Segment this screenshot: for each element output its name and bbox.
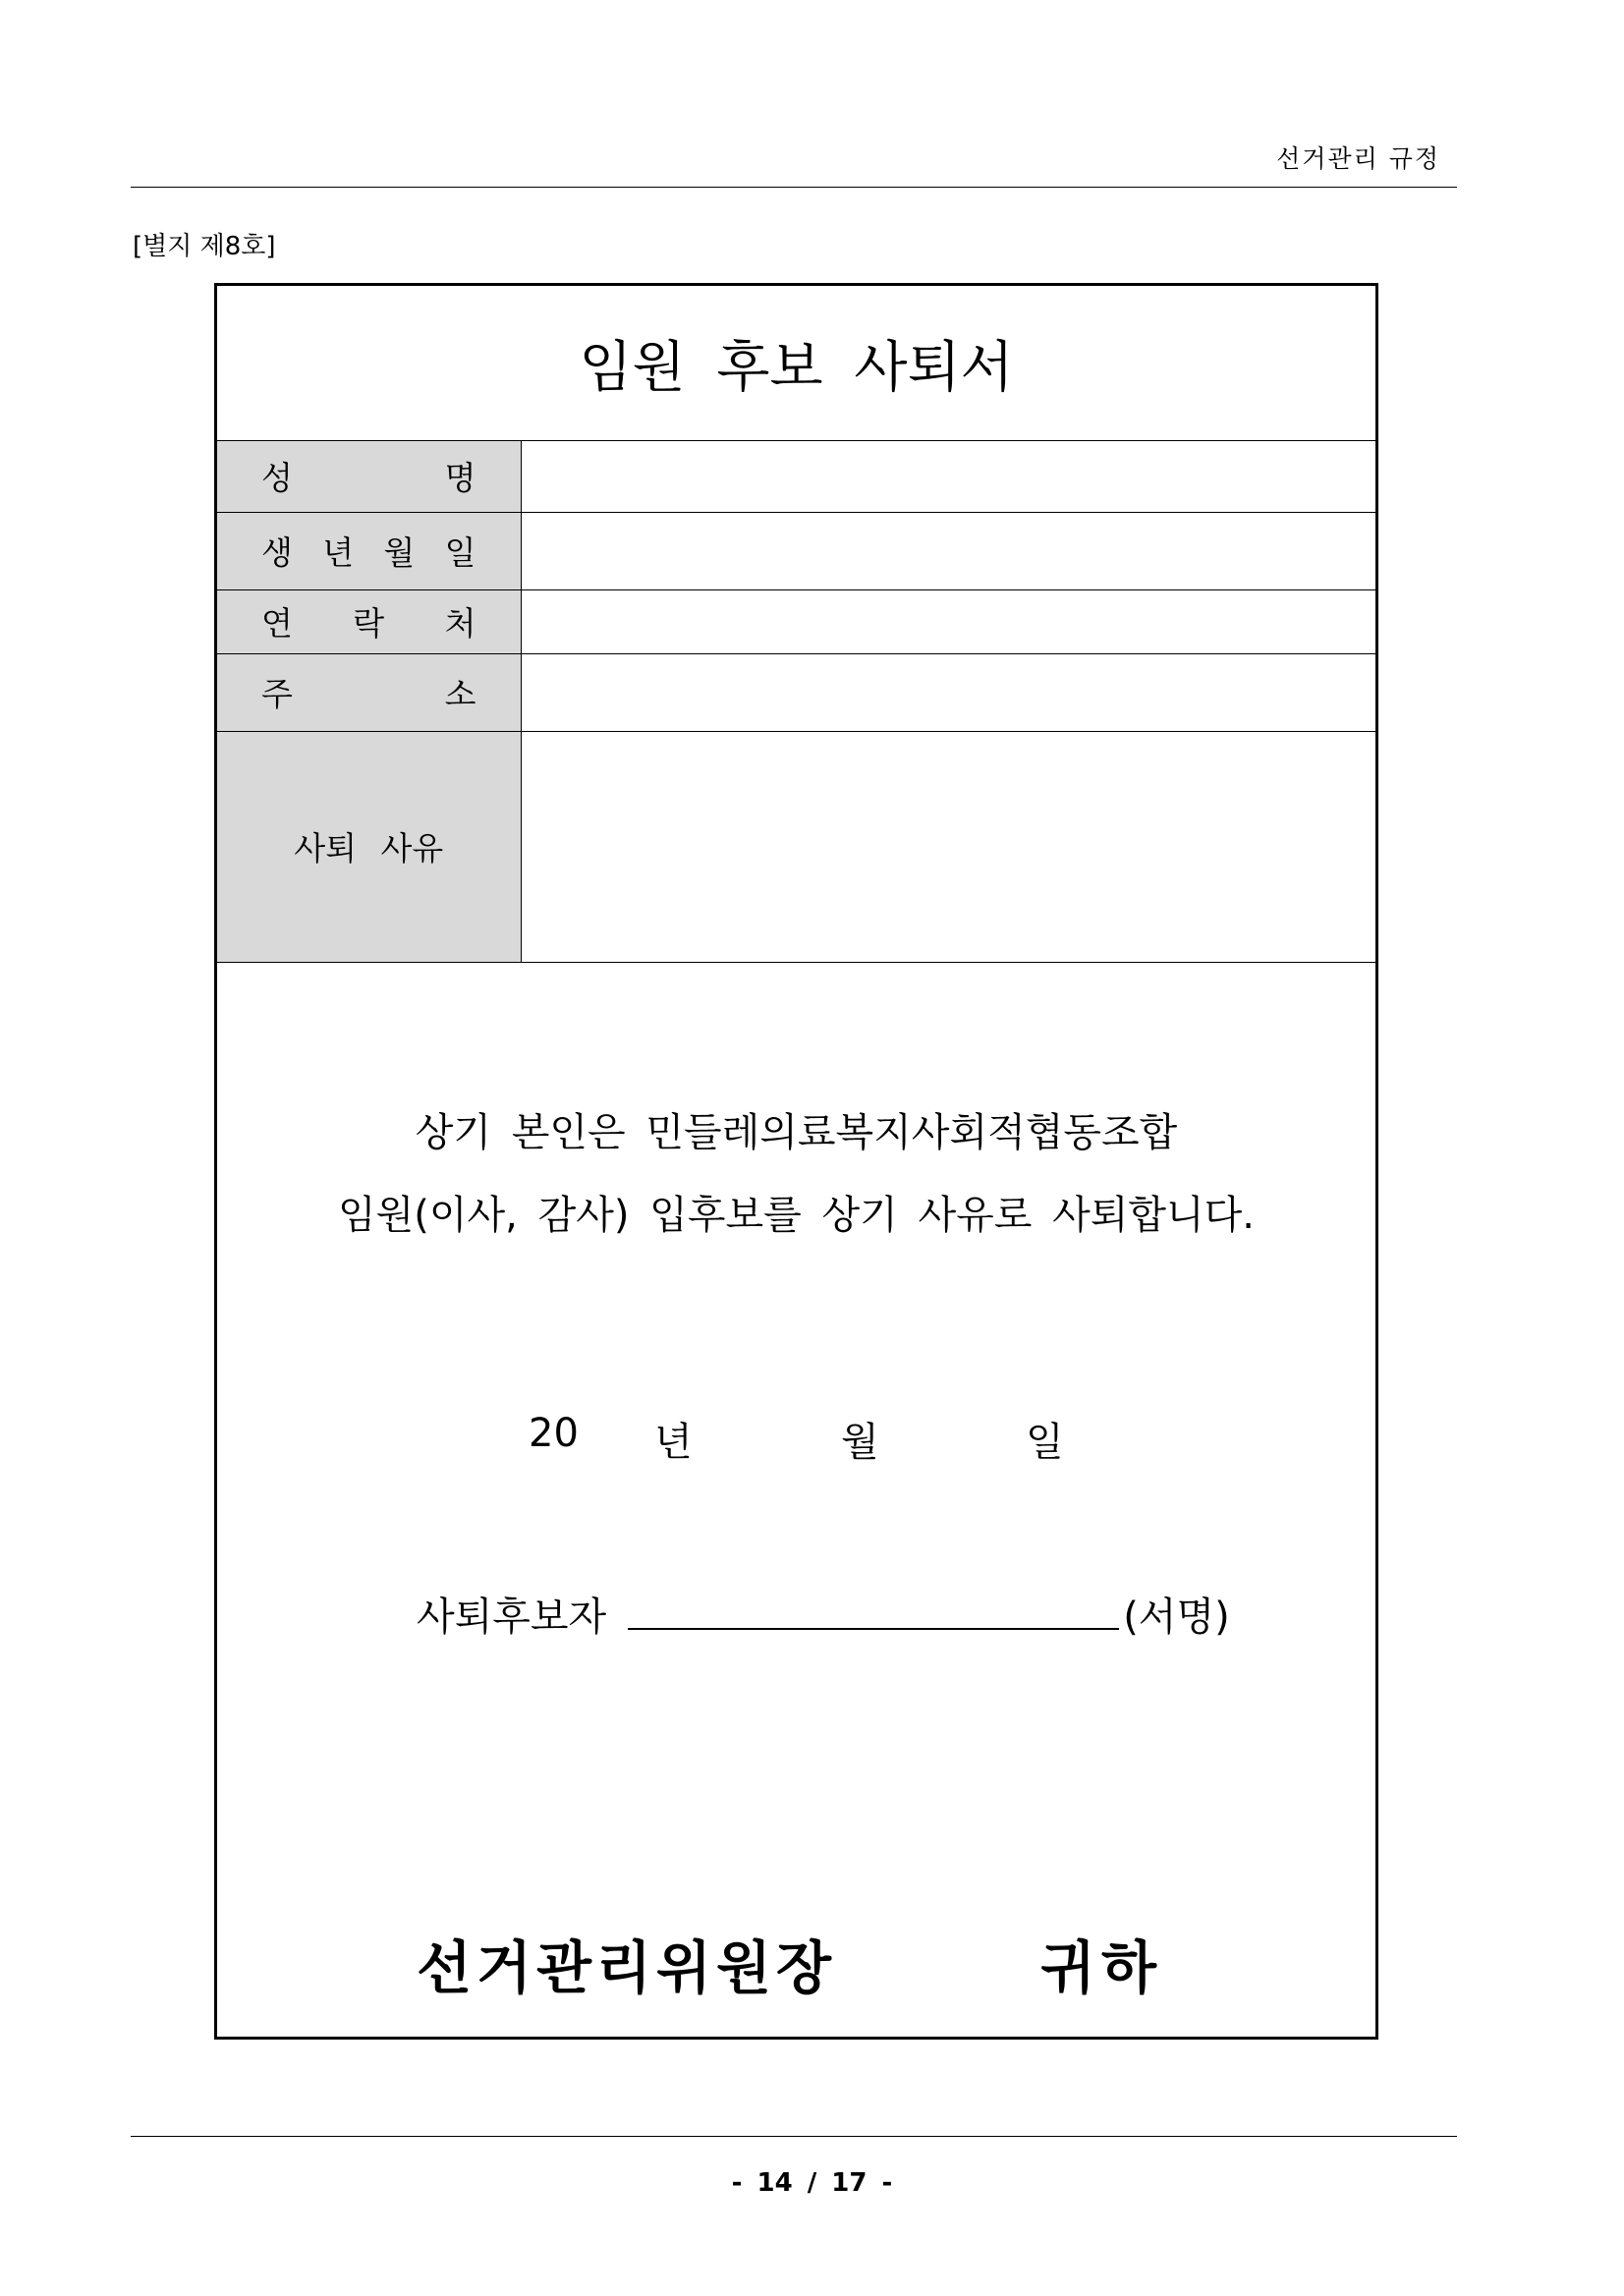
addressee-char: 거 [476,1934,532,2001]
table-row [217,653,1375,731]
month-unit: 월 [841,1420,879,1465]
table-row [217,589,1375,653]
honorific-char: 하 [1101,1934,1157,2001]
day-unit: 일 [1026,1420,1064,1465]
addressee-char: 리 [596,1934,652,2001]
name-field[interactable] [521,441,1375,512]
statement [217,1092,1375,1257]
year-unit: 년 [654,1420,693,1465]
contact-label-text [217,598,521,644]
label-char: 소 [444,675,476,713]
table-row [217,441,1375,512]
label-char: 생 [261,533,293,572]
year-prefix: 20 [529,1411,579,1456]
name-label-text [217,453,521,499]
table-row [217,731,1375,962]
reason-label-text: 사퇴 사유 [294,829,444,868]
honorific-char: 귀 [1040,1934,1096,2001]
signature-line [417,1573,1375,1642]
reason-field[interactable] [521,731,1375,962]
table-row [217,512,1375,589]
addressee-char: 선 [417,1934,473,2001]
label-char: 락 [353,604,385,643]
signature-blank[interactable] [628,1628,1119,1630]
addressee-char: 장 [776,1934,832,2001]
footer-divider [131,2136,1457,2137]
birthdate-field[interactable] [521,512,1375,589]
form-label: [별지 제8호] [133,232,276,261]
statement-line-1: 상기 본인은 민들레의료복지사회적협동조합 [415,1110,1178,1155]
label-char: 년 [322,533,355,572]
label-char: 처 [444,604,476,643]
addressee-char: 원 [716,1934,772,2001]
label-char: 연 [261,604,293,643]
document-title: 임원 후보 사퇴서 [217,286,1375,441]
label-char: 성 [261,459,293,498]
signature-label: 사퇴후보자 [417,1595,607,1640]
header-divider [131,187,1457,188]
label-char: 주 [261,675,293,713]
statement-line-2: 임원(이사, 감사) 입후보를 상기 사유로 사퇴합니다. [337,1193,1255,1238]
label-char: 월 [383,533,416,572]
reason-label [217,731,521,962]
name-label [217,441,521,512]
contact-label [217,589,521,653]
address-label-text [217,669,521,715]
addressee-char: 관 [536,1934,592,2001]
header-title: 선거관리 규정 [1276,144,1440,173]
date-line [217,1411,1375,1470]
form-frame [214,283,1378,2040]
contact-field[interactable] [521,589,1375,653]
address-label [217,653,521,731]
address-field[interactable] [521,653,1375,731]
info-table [217,441,1375,963]
label-char: 일 [444,533,476,572]
page-number: - 14 / 17 - [731,2168,893,2198]
birthdate-label-text [217,528,521,574]
birthdate-label [217,512,521,589]
label-char: 명 [444,459,476,498]
signature-suffix: (서명) [1123,1595,1230,1640]
addressee-char: 위 [656,1934,712,2001]
